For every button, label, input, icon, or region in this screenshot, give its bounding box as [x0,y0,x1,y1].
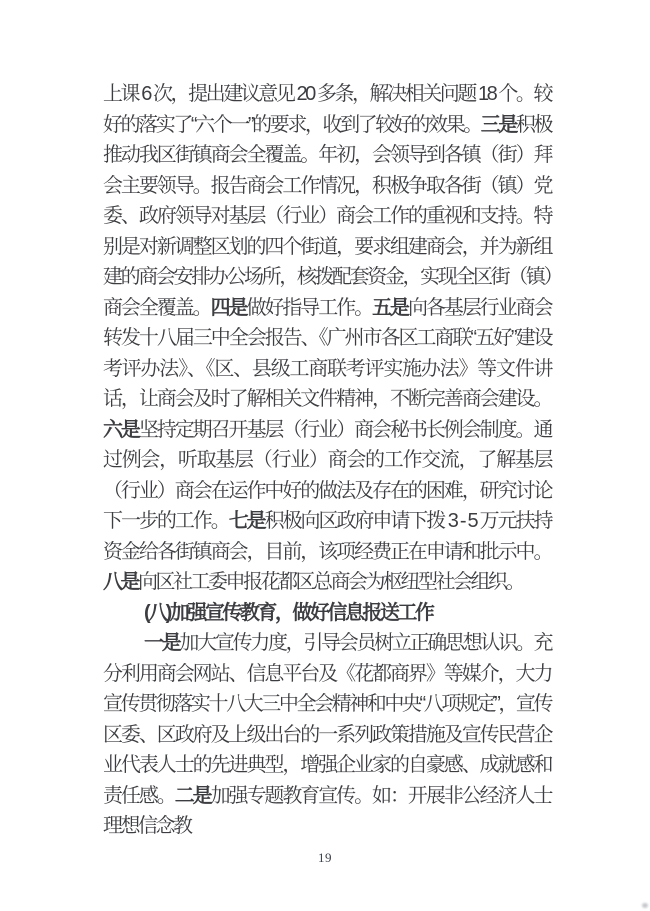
body-text: 加强专题教育宣传。如：开展非公经济人士理想信念教 [103,784,551,837]
emphasis-text: (八)加强宣传教育，做好信息报送工作 [144,601,433,624]
scan-artifact [642,903,648,908]
body-text: 坚持定期召开基层（行业）商会秘书长例会制度。通过例会，听取基层（行业）商会的工作交流，了解基层（行业）商会在运作中好的做法及存在的困难，研究讨论下一步的工作。 [103,418,551,532]
body-text: 做好指导工作。 [246,296,373,319]
body-text: 上课 6 次，提出建议意见 20 多条，解决相关问题 18 个。较好的落实了“六个一”的要求，收到了较好的效果。 [103,83,551,136]
emphasis-text: 一是 [144,632,180,654]
document-body [103,79,551,842]
emphasis-text: 七是 [228,510,265,532]
paragraph [103,628,551,842]
emphasis-text: 二是 [174,784,211,807]
page-number: 19 [318,850,332,865]
body-text: 积极向区政府申请下拨 3 - 5 万元扶持资金给各街镇商会，目前，该项经费正在申请和批示中。 [103,510,552,563]
body-text: 积极推动我区街镇商会全覆盖。年初，会领导到各镇（街）拜会主要领导。报告商会工作情况，积极争取各街（镇）党委、政府领导对基层（行业）商会工作的重视和支持。特别是对新调整区划的四个街道，要求组建商会，并为新组建的商会安排办公场所，核拨配套资金，实现全区街（镇）商会全覆盖。 [103,113,552,319]
emphasis-text: 四是 [210,296,247,319]
emphasis-text: 三是 [480,113,516,136]
body-text: 向各基层行业商会转发十八届三中全会报告、《广州市各区工商联“五好”建设考评办法》、《区、县级工商联考评实施办法》等文件讲话，让商会及时了解相关文件精神，不断完善商会建设。 [103,296,551,410]
emphasis-text: 五是 [372,296,408,319]
body-text: 加大宣传力度，引导会员树立正确思想认识。充分利用商会网站、信息平台及《花都商界》等媒介，大力宣传贯彻落实十八大三中全会精神和中央“八项规定”，宣传区委、区政府及上级出台的一系列政策措施及宣传民营企业代表人士的先进典型，增强企业家的自豪感、成就感和责任感。 [103,632,552,807]
emphasis-text: 八是 [103,571,138,593]
emphasis-text: 六是 [103,418,139,441]
body-text: 向区社工委申报花都区总商会为枢纽型社会组织。 [138,571,523,593]
paragraph [103,79,551,598]
section-heading [103,598,551,629]
